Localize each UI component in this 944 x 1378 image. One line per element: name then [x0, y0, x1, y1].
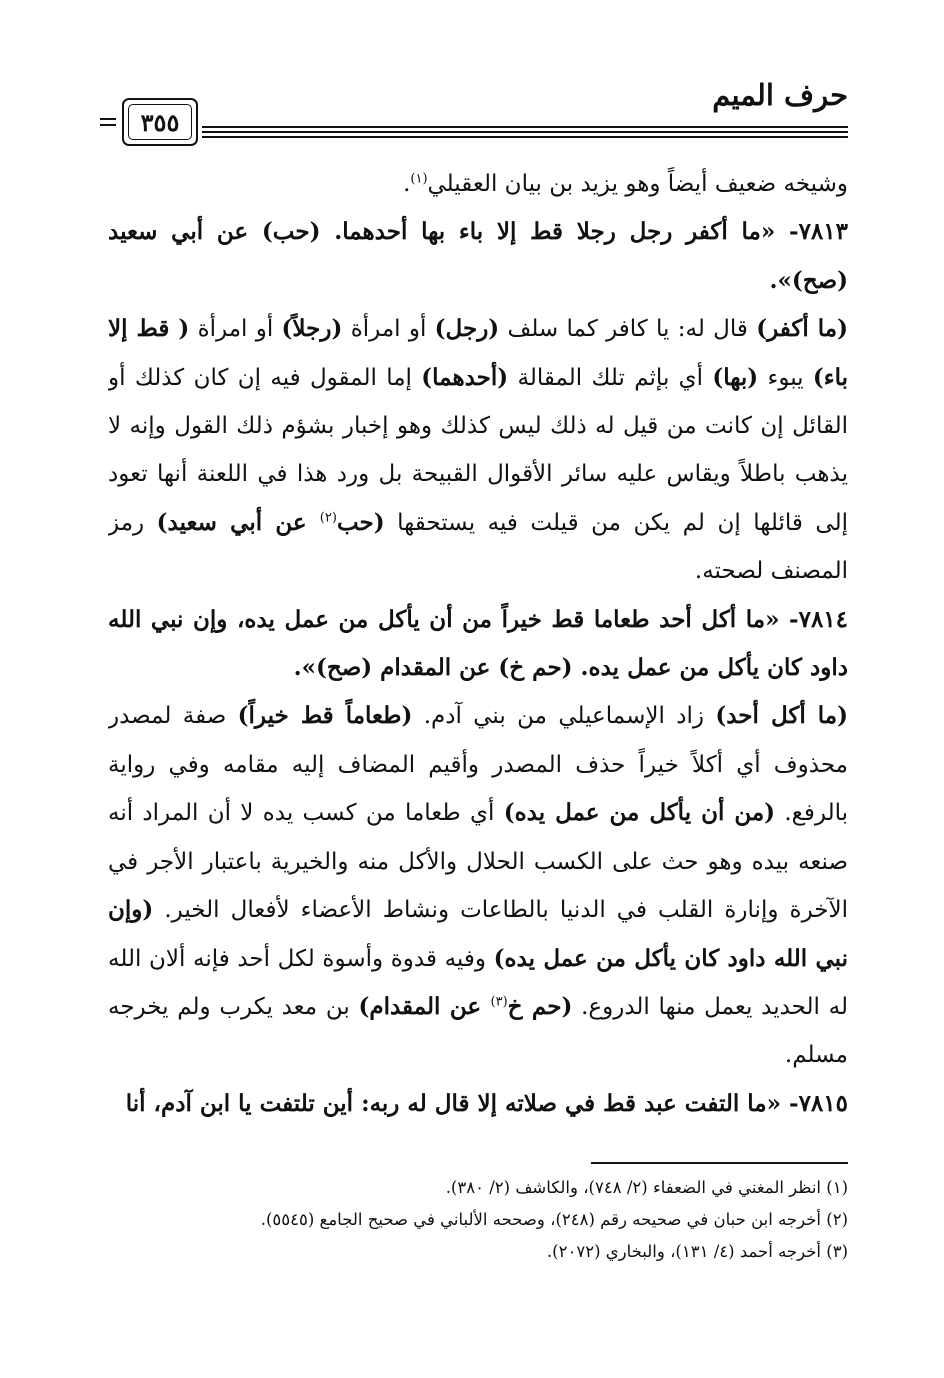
- page-header: [110, 78, 848, 148]
- commentary: [108, 305, 848, 595]
- footnote-ref: (٣): [490, 994, 508, 1010]
- hadith-entry: [108, 1080, 848, 1120]
- text-run: رمز المصنف لصحته.: [108, 509, 848, 585]
- footnotes: [108, 1172, 848, 1268]
- footnote-ref: (٢): [319, 510, 337, 526]
- hadith-number: ٧٨١٤-: [779, 605, 848, 633]
- bold-term: (رجلاً): [281, 315, 343, 343]
- page-number: ٣٥٥: [128, 104, 192, 140]
- bold-term: (بها): [712, 363, 759, 391]
- text-run: أو امرأة: [189, 316, 282, 343]
- page-number-frame: [122, 98, 198, 146]
- header-ornament: [100, 118, 116, 120]
- text-run: إما المقول فيه إن كان كذلك أو القائل إن كانت من قيل له ذلك ليس كذلك وهو إخبار بشؤم ذلك القول وإنه لا يذهب باطلاً ويقاس عليه سائر الأقوال القبيحة بل ورد هذا في اللعنة أنها تعود إلى قائلها إن لم يكن من قيلت فيه يستحقها: [108, 364, 848, 536]
- bold-term: (حب: [336, 508, 385, 536]
- header-rule: [202, 126, 848, 128]
- text-run: أي طعاما من كسب يده لا أن المراد أنه صنعه بيده وهو حث على الكسب الحلال والأكل منه والخيرية باعتبار الأجر في الآخرة وإنارة القلب في الدنيا بالطاعات ونشاط الأعضاء لأفعال الخير.: [108, 800, 848, 924]
- bold-term: عن المقدام): [358, 992, 491, 1020]
- bold-term: (وإن نبي الله داود كان يأكل من عمل يده): [108, 896, 848, 972]
- bold-term: ( قط إلا باء): [108, 315, 848, 391]
- footnote-divider: [591, 1162, 848, 1164]
- bold-term: (من أن يأكل من عمل يده): [503, 799, 776, 827]
- footnote: (٢) أخرجه ابن حبان في صحيحه رقم (٢٤٨)، وصححه الألباني في صحيح الجامع (٥٥٤٥).: [260, 1210, 848, 1229]
- footnote: (١) انظر المغني في الضعفاء (٢/ ٧٤٨)، والكاشف (٢/ ٣٨٠).: [445, 1178, 848, 1197]
- hadith-text: «ما أكفر رجل رجلا قط إلا باء بها أحدهما. (حب) عن أبي سعيد (صح)»: [108, 218, 848, 294]
- hadith-text: «ما التفت عبد قط في صلاته إلا قال له ربه: أين تلتفت يا ابن آدم، أنا: [125, 1089, 782, 1117]
- text-run: بن معد يكرب ولم يخرجه مسلم.: [108, 993, 848, 1069]
- bold-term: (حم خ: [507, 992, 573, 1020]
- hadith-entry: [108, 596, 848, 693]
- bold-term: (طعاماً قط خيراً): [237, 702, 413, 730]
- text-run: وشيخه ضعيف أيضاً وهو يزيد بن بيان العقيلي: [427, 171, 848, 197]
- text-run: قال له: يا كافر كما سلف: [499, 316, 757, 343]
- header-rule: [202, 136, 848, 138]
- bold-term: (رجل): [434, 315, 500, 343]
- hadith-entry: [108, 208, 848, 305]
- bold-term: (أحدهما): [421, 363, 509, 391]
- text-run: أي بإثم تلك المقالة: [508, 364, 713, 391]
- header-rule: [202, 131, 848, 133]
- paragraph: [108, 160, 848, 208]
- bold-term: (ما أكل أحد): [715, 702, 848, 730]
- text-run: أو امرأة: [342, 316, 435, 343]
- text-run: يبوء: [758, 364, 813, 391]
- commentary: [108, 692, 848, 1079]
- text-run: وفيه قدوة وأسوة لكل أحد فإنه ألان الله له الحديد يعمل منها الدروع.: [108, 945, 848, 1020]
- text-run: زاد الإسماعيلي من بني آدم.: [412, 703, 716, 730]
- hadith-number: ٧٨١٥-: [781, 1089, 848, 1117]
- footnote: (٣) أخرجه أحمد (٤/ ١٣١)، والبخاري (٢٠٧٢).: [546, 1242, 848, 1261]
- text-run: .: [769, 266, 778, 294]
- hadith-text: «ما أكل أحد طعاما قط خيراً من أن يأكل من عمل يده، وإن نبي الله داود كان يأكل من عمل يده. (حم خ) عن المقدام (صح)»: [108, 605, 848, 682]
- footnote-ref: (١): [410, 171, 428, 187]
- text-run: صفة لمصدر محذوف أي أكلاً خيراً حذف المصدر وأقيم المضاف إليه مقامه وفي رواية بالرفع.: [108, 703, 848, 827]
- chapter-title: حرف الميم: [712, 78, 848, 112]
- hadith-number: ٧٨١٣-: [775, 218, 848, 246]
- bold-term: (ما أكفر): [756, 315, 848, 343]
- bold-term: عن أبي سعيد): [156, 508, 320, 536]
- text-run: .: [403, 171, 411, 197]
- text-run: .: [293, 654, 302, 682]
- main-text: [108, 160, 848, 1120]
